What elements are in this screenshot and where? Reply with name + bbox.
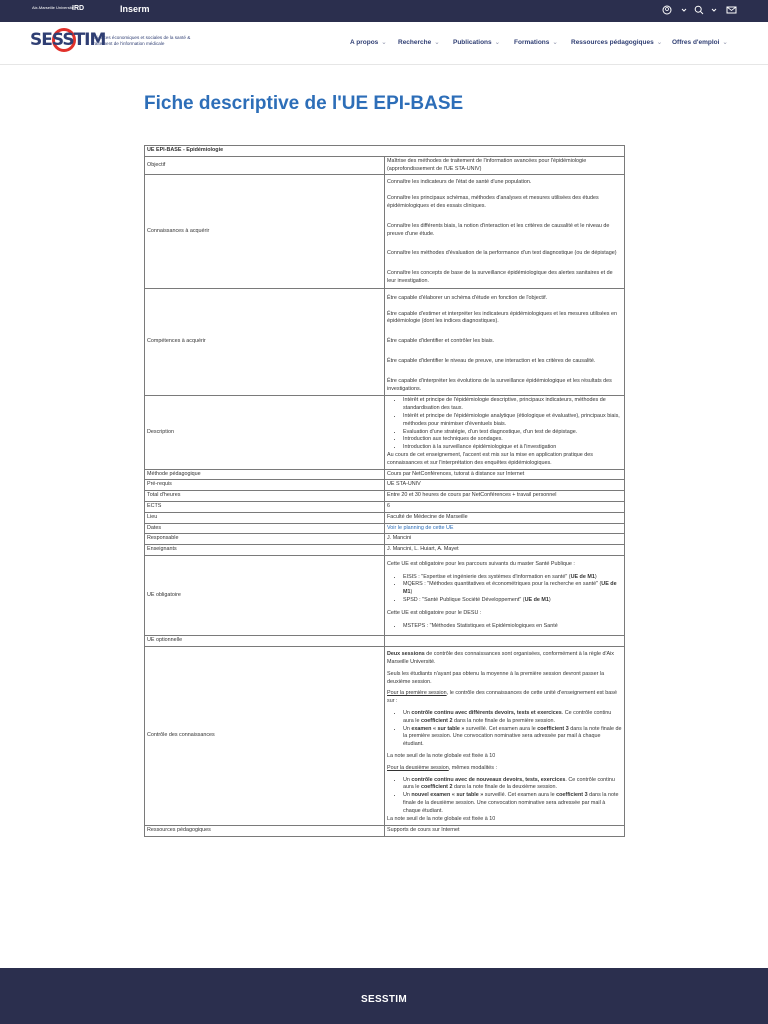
- list-item: • Intérêt et principe de l'épidémiologie descriptive, principaux indicateurs, méthodes de standardisation des taux.: [403, 397, 622, 413]
- search-icon[interactable]: [694, 5, 704, 19]
- chevron-down-icon: ⌄: [494, 39, 501, 46]
- table-row: [145, 512, 625, 523]
- list-item: • Un contrôle continu avec de nouveaux devoirs, tests, exercices. Ce contrôle continu aura le coefficient 2 dans la note finale de la deuxième session.: [403, 777, 622, 793]
- row-label: Description: [145, 396, 385, 469]
- list-item: • MSTEPS : "Méthodes Statistiques et Epidémiologiques en Santé: [403, 623, 622, 631]
- row-label: Méthode pédagogique: [145, 469, 385, 480]
- chevron-down-icon: ⌄: [381, 39, 387, 46]
- description-list: [387, 397, 622, 452]
- table-row: [145, 523, 625, 534]
- list-item: • SPSD : "Santé Publique Société Développement" (UE de M1): [403, 597, 622, 605]
- site-header: [0, 22, 768, 65]
- chevron-down-icon: ⌄: [434, 39, 440, 46]
- text-paragraph: Être capable d'identifier le niveau de preuve, une interaction et les critères de causalité.: [387, 357, 596, 364]
- table-row: [145, 146, 625, 157]
- table-row: [145, 826, 625, 837]
- user-icon[interactable]: [662, 5, 672, 19]
- session2-list: [387, 777, 622, 816]
- row-label: Ressources pédagogiques: [145, 826, 385, 837]
- chevron-down-icon: ⌄: [722, 39, 728, 46]
- prerequis-value: UE STA-UNIV: [385, 480, 625, 491]
- nav-item-formations[interactable]: Formations ⌄: [514, 39, 558, 46]
- objectif-value: Maîtrise des méthodes de traitement de l'information avancées pour l'épidémiologie (approfondissement de l'UE STA-UNIV): [385, 156, 625, 175]
- table-row: [145, 175, 625, 288]
- chevron-down-icon: ⌄: [552, 39, 558, 46]
- responsable-value: J. Mancini: [385, 534, 625, 545]
- nav-item-offres-emploi[interactable]: Offres d'emploi ⌄: [672, 39, 728, 46]
- footer-title: SESSTIM: [361, 994, 407, 1005]
- text-paragraph: Être capable d'élaborer un schéma d'étude en fonction de l'objectif.: [387, 294, 548, 301]
- chevron-down-icon[interactable]: [710, 5, 718, 19]
- chevron-down-icon: ⌄: [656, 39, 663, 46]
- desu-list: [387, 623, 622, 631]
- text-paragraph: Cette UE est obligatoire pour le DESU :: [387, 609, 482, 616]
- nav-item-recherche[interactable]: Recherche ⌄: [398, 39, 440, 46]
- optionnelle-value: [385, 636, 625, 647]
- mail-icon[interactable]: [726, 5, 737, 19]
- table-row: [145, 396, 625, 469]
- text-paragraph: Pour la deuxième session, mêmes modalités :: [387, 764, 497, 771]
- obligatoire-value: [385, 555, 625, 636]
- partner-logo-inserm[interactable]: Inserm: [120, 4, 150, 14]
- ue-table: [144, 145, 625, 837]
- row-label: Connaissances à acquérir: [145, 175, 385, 288]
- row-label: Objectif: [145, 156, 385, 175]
- nav-item-publications[interactable]: Publications ⌄: [453, 39, 501, 46]
- competences-value: [385, 288, 625, 396]
- page-title: Fiche descriptive de l'UE EPI-BASE: [144, 93, 464, 114]
- heures-value: Entre 20 et 30 heures de cours par NetConférences + travail personnel: [385, 491, 625, 502]
- row-label: Responsable: [145, 534, 385, 545]
- table-row: [145, 491, 625, 502]
- row-label: UE obligatoire: [145, 555, 385, 636]
- sesstim-logo[interactable]: [30, 28, 106, 58]
- text-paragraph: Deux sessions de contrôle des connaissances sont organisées, conformément à la règle d'Aix Marseille Université.: [387, 651, 614, 666]
- planning-link[interactable]: Voir le planning de cette UE: [387, 524, 454, 531]
- text-paragraph: Connaître les principaux schémas, méthodes d'analyses et mesures utilisées des études épidémiologiques et des essais cliniques.: [387, 195, 599, 209]
- partner-logo-ird[interactable]: IRD: [72, 5, 85, 12]
- list-item: • Un examen « sur table » surveillé. Cet examen aura le coefficient 3 dans la note finale de la première session. Une convocation nominative sera adressée par mail à chaque étudiant.: [403, 726, 622, 749]
- connaissances-value: [385, 175, 625, 288]
- parcours-list: [387, 574, 622, 605]
- list-item: • Intérêt et principe de l'épidémiologie analytique (étiologique et évaluative), principaux biais, méthodes pour minimiser d'éventuels biais.: [403, 413, 622, 429]
- text-paragraph: Connaître les indicateurs de l'état de santé d'une population.: [387, 179, 532, 186]
- row-label: Enseignants: [145, 545, 385, 556]
- text-paragraph: Connaître les méthodes d'évaluation de la performance d'un test diagnostique (ou de dépistage): [387, 250, 617, 257]
- text-paragraph: Au cours de cet enseignement, l'accent est mis sur la mise en application pratique des connaissances et sur l'interprétation des enquêtes épidémiologiques.: [387, 451, 593, 466]
- list-item: • Un contrôle continu avec différents devoirs, tests et exercices. Ce contrôle continu aura le coefficient 2 dans la note finale de la première session.: [403, 710, 622, 726]
- table-row: [145, 534, 625, 545]
- text-paragraph: Pour la première session, le contrôle des connaissances de cette unité d'enseignement est basé sur :: [387, 690, 617, 705]
- list-item: • Evaluation d'une stratégie, d'un test diagnostique, d'un test de dépistage.: [403, 429, 622, 437]
- table-row: [145, 469, 625, 480]
- list-item: • Un nouvel examen « sur table » surveillé. Cet examen aura le coefficient 3 dans la note finale de la deuxième session. Une convocation nominative sera adressée par mail à chaque étudiant.: [403, 792, 622, 815]
- table-row: [145, 647, 625, 826]
- dates-value: [385, 523, 625, 534]
- table-row: [145, 480, 625, 491]
- session1-list: [387, 710, 622, 749]
- row-label: Contrôle des connaissances: [145, 647, 385, 826]
- partner-logo-amu[interactable]: Aix-Marseille Université: [32, 5, 74, 10]
- list-item: • Introduction aux techniques de sondages.: [403, 436, 622, 444]
- lieu-value: Faculté de Médecine de Marseille: [385, 512, 625, 523]
- table-row: [145, 288, 625, 396]
- row-label: Dates: [145, 523, 385, 534]
- description-value: [385, 396, 625, 469]
- row-label: UE optionnelle: [145, 636, 385, 647]
- text-paragraph: Être capable d'interpréter les évolutions de la surveillance épidémiologique et les résultats des investigations.: [387, 377, 612, 392]
- nav-item-ressources[interactable]: Ressources pédagogiques ⌄: [571, 39, 663, 46]
- table-row: [145, 636, 625, 647]
- table-row: [145, 156, 625, 175]
- chevron-down-icon[interactable]: [680, 5, 688, 19]
- list-item: • EISIS : "Expertise et ingénierie des systèmes d'information en santé" (UE de M1): [403, 574, 622, 582]
- site-tagline: Sciences économiques et sociales de la santé & traitement de l'information médicale: [92, 35, 191, 46]
- methode-value: Cours par NetConférences, tutorat à distance sur Internet: [385, 469, 625, 480]
- text-paragraph: La note seuil de la note globale est fixée à 10: [387, 753, 496, 760]
- row-label: Lieu: [145, 512, 385, 523]
- text-paragraph: La note seuil de la note globale est fixée à 10: [387, 815, 496, 822]
- row-label: Compétences à acquérir: [145, 288, 385, 396]
- logo-text: SESSTIM: [30, 30, 106, 50]
- ects-value: 6: [385, 501, 625, 512]
- text-paragraph: Être capable d'estimer et interpréter les indicateurs épidémiologiques et les mesures utilisées en épidémiologie (dont les indices diagnostiques).: [387, 310, 617, 325]
- row-label: Total d'heures: [145, 491, 385, 502]
- nav-item-a-propos[interactable]: A propos ⌄: [350, 39, 387, 46]
- table-row: [145, 555, 625, 636]
- text-paragraph: Cette UE est obligatoire pour les parcours suivants du master Santé Publique :: [387, 560, 575, 567]
- table-caption: UE EPI-BASE - Epidémiologie: [145, 146, 625, 157]
- list-item: • MQERS : "Méthodes quantitatives et économétriques pour la recherche en santé" (UE de M1): [403, 581, 622, 597]
- site-footer: [0, 968, 768, 1024]
- table-row: [145, 501, 625, 512]
- text-paragraph: Connaître les concepts de base de la surveillance épidémiologique des alertes sanitaires et de leur investigation.: [387, 270, 613, 284]
- ressources-value: Supports de cours sur Internet: [385, 826, 625, 837]
- text-paragraph: Connaître les différents biais, la notion d'interaction et les critères de causalité et le niveau de preuve d'une étude.: [387, 222, 610, 237]
- row-label: Pré-requis: [145, 480, 385, 491]
- top-bar: [0, 0, 768, 22]
- controle-value: [385, 647, 625, 826]
- table-row: [145, 545, 625, 556]
- enseignants-value: J. Mancini, L. Huiart, A. Mayet: [385, 545, 625, 556]
- row-label: ECTS: [145, 501, 385, 512]
- text-paragraph: Être capable d'identifier et contrôler les biais.: [387, 338, 495, 345]
- text-paragraph: Seuls les étudiants n'ayant pas obtenu la moyenne à la première session devront passer la deuxième session.: [387, 670, 605, 685]
- list-item: • Introduction à la surveillance épidémiologique et à l'investigation: [403, 444, 622, 452]
